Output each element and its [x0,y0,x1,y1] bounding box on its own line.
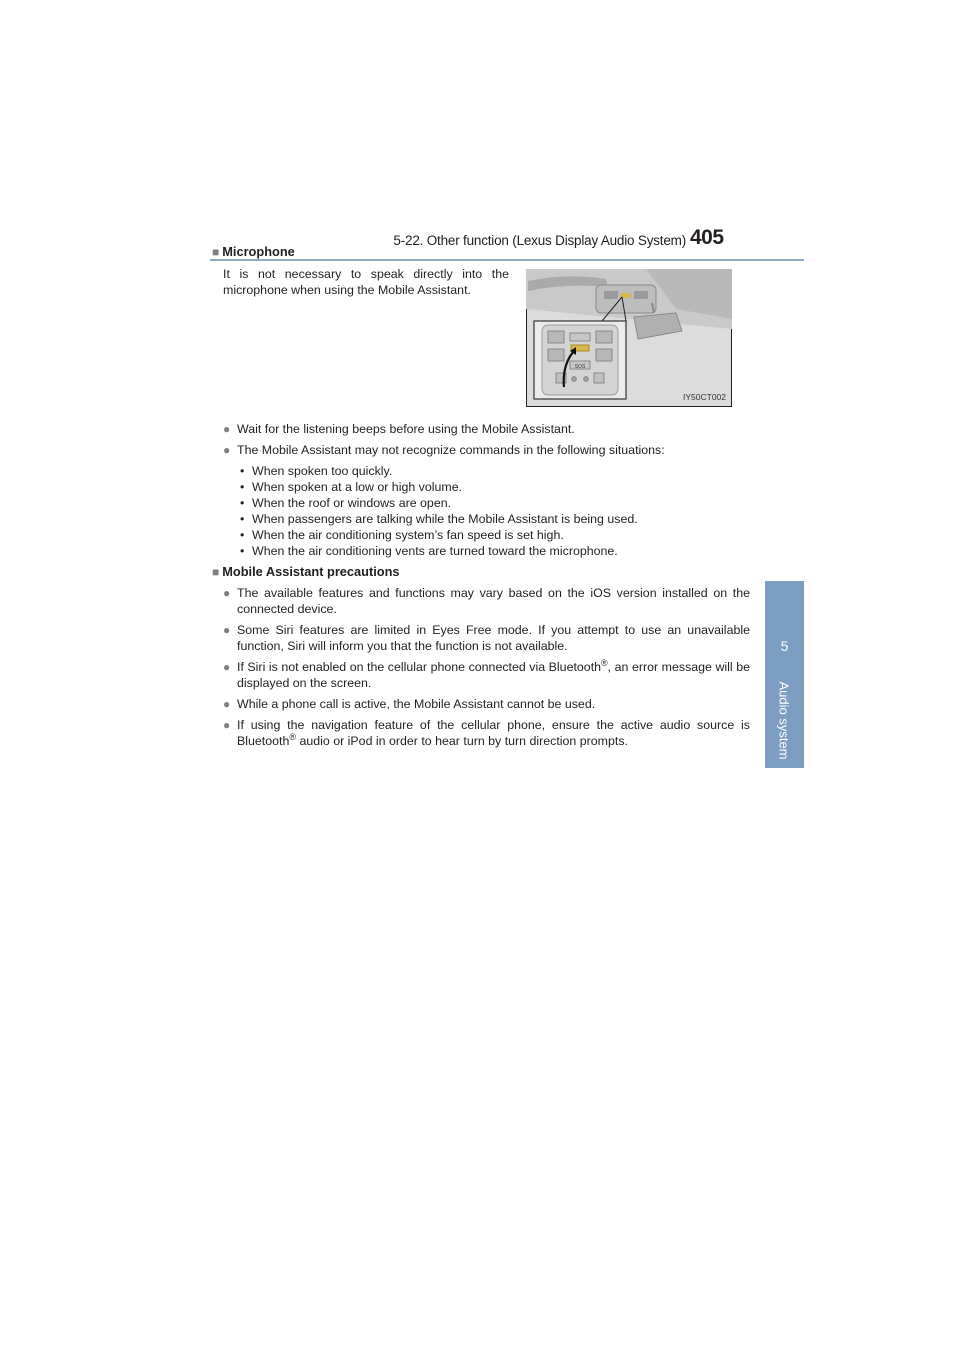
situation-item: • When the air conditioning vents are turned toward the microphone. [240,544,618,558]
list-item [223,717,750,749]
microphone-location-figure [526,269,732,407]
circle-bullet-icon: ● [223,660,231,674]
circle-bullet-icon: ● [223,443,231,457]
svg-text:SOS: SOS [574,364,586,370]
situation-item: • When the roof or windows are open. [240,496,452,510]
situation-text: When the air conditioning vents are turned toward the microphone. [252,544,618,558]
list-item [223,442,750,458]
bullet-text: While a phone call is active, the Mobile Assistant cannot be used. [237,697,596,711]
section-title: 5-22. Other function (Lexus Display Audio System) [393,233,686,248]
bullet-text: The available features and functions may vary based on the iOS version installed on the connected device. [237,586,750,616]
bullet-text: Wait for the listening beeps before using the Mobile Assistant. [237,422,575,436]
list-item [223,585,750,617]
precautions-heading [212,564,400,579]
circle-bullet-icon: ● [223,623,231,637]
situation-text: When spoken too quickly. [252,464,393,478]
list-item [223,659,750,691]
figure-code: IY50CT002 [683,392,726,402]
bullet-text: Some Siri features are limited in Eyes Free mode. If you attempt to use an unavailable function, Siri will inform you that the function is not available. [237,623,750,653]
circle-bullet-icon: ● [223,718,231,732]
microphone-heading-text: Microphone [222,244,295,259]
circle-bullet-icon: ● [223,586,231,600]
microphone-heading [212,244,295,259]
microphone-intro: It is not necessary to speak directly into the microphone when using the Mobile Assistant. [223,267,509,297]
header-divider [210,259,804,261]
situation-text: When the air conditioning system’s fan speed is set high. [252,528,564,542]
situation-text: When passengers are talking while the Mobile Assistant is being used. [252,512,638,526]
bullet-text: The Mobile Assistant may not recognize commands in the following situations: [237,443,665,457]
chapter-side-tab [765,581,804,768]
square-bullet-icon: ■ [212,245,220,259]
list-item [223,421,750,437]
situation-item: • When the air conditioning system’s fan speed is set high. [240,528,564,542]
chapter-label-wrap [765,672,804,768]
situation-item: • When spoken at a low or high volume. [240,480,463,494]
situation-item: • When passengers are talking while the Mobile Assistant is being used. [240,512,638,526]
bullet-text: If Siri is not enabled on the cellular phone connected via Bluetooth®, an error message will be displayed on the screen. [237,657,750,690]
bullet-text: If using the navigation feature of the cellular phone, ensure the active audio source is Bluetooth® audio or iPod in order to hear turn by turn direction prompts. [237,718,750,748]
page-number: 405 [690,226,724,249]
chapter-label: Audio system [777,680,793,760]
circle-bullet-icon: ● [223,697,231,711]
situation-text: When the roof or windows are open. [252,496,452,510]
situation-item: • When spoken too quickly. [240,464,393,478]
circle-bullet-icon: ● [223,422,231,436]
list-item [223,696,750,712]
situation-text: When spoken at a low or high volume. [252,480,463,494]
square-bullet-icon: ■ [212,565,220,579]
list-item [223,622,750,654]
precautions-heading-text: Mobile Assistant precautions [222,564,400,579]
chapter-number: 5 [780,638,789,654]
